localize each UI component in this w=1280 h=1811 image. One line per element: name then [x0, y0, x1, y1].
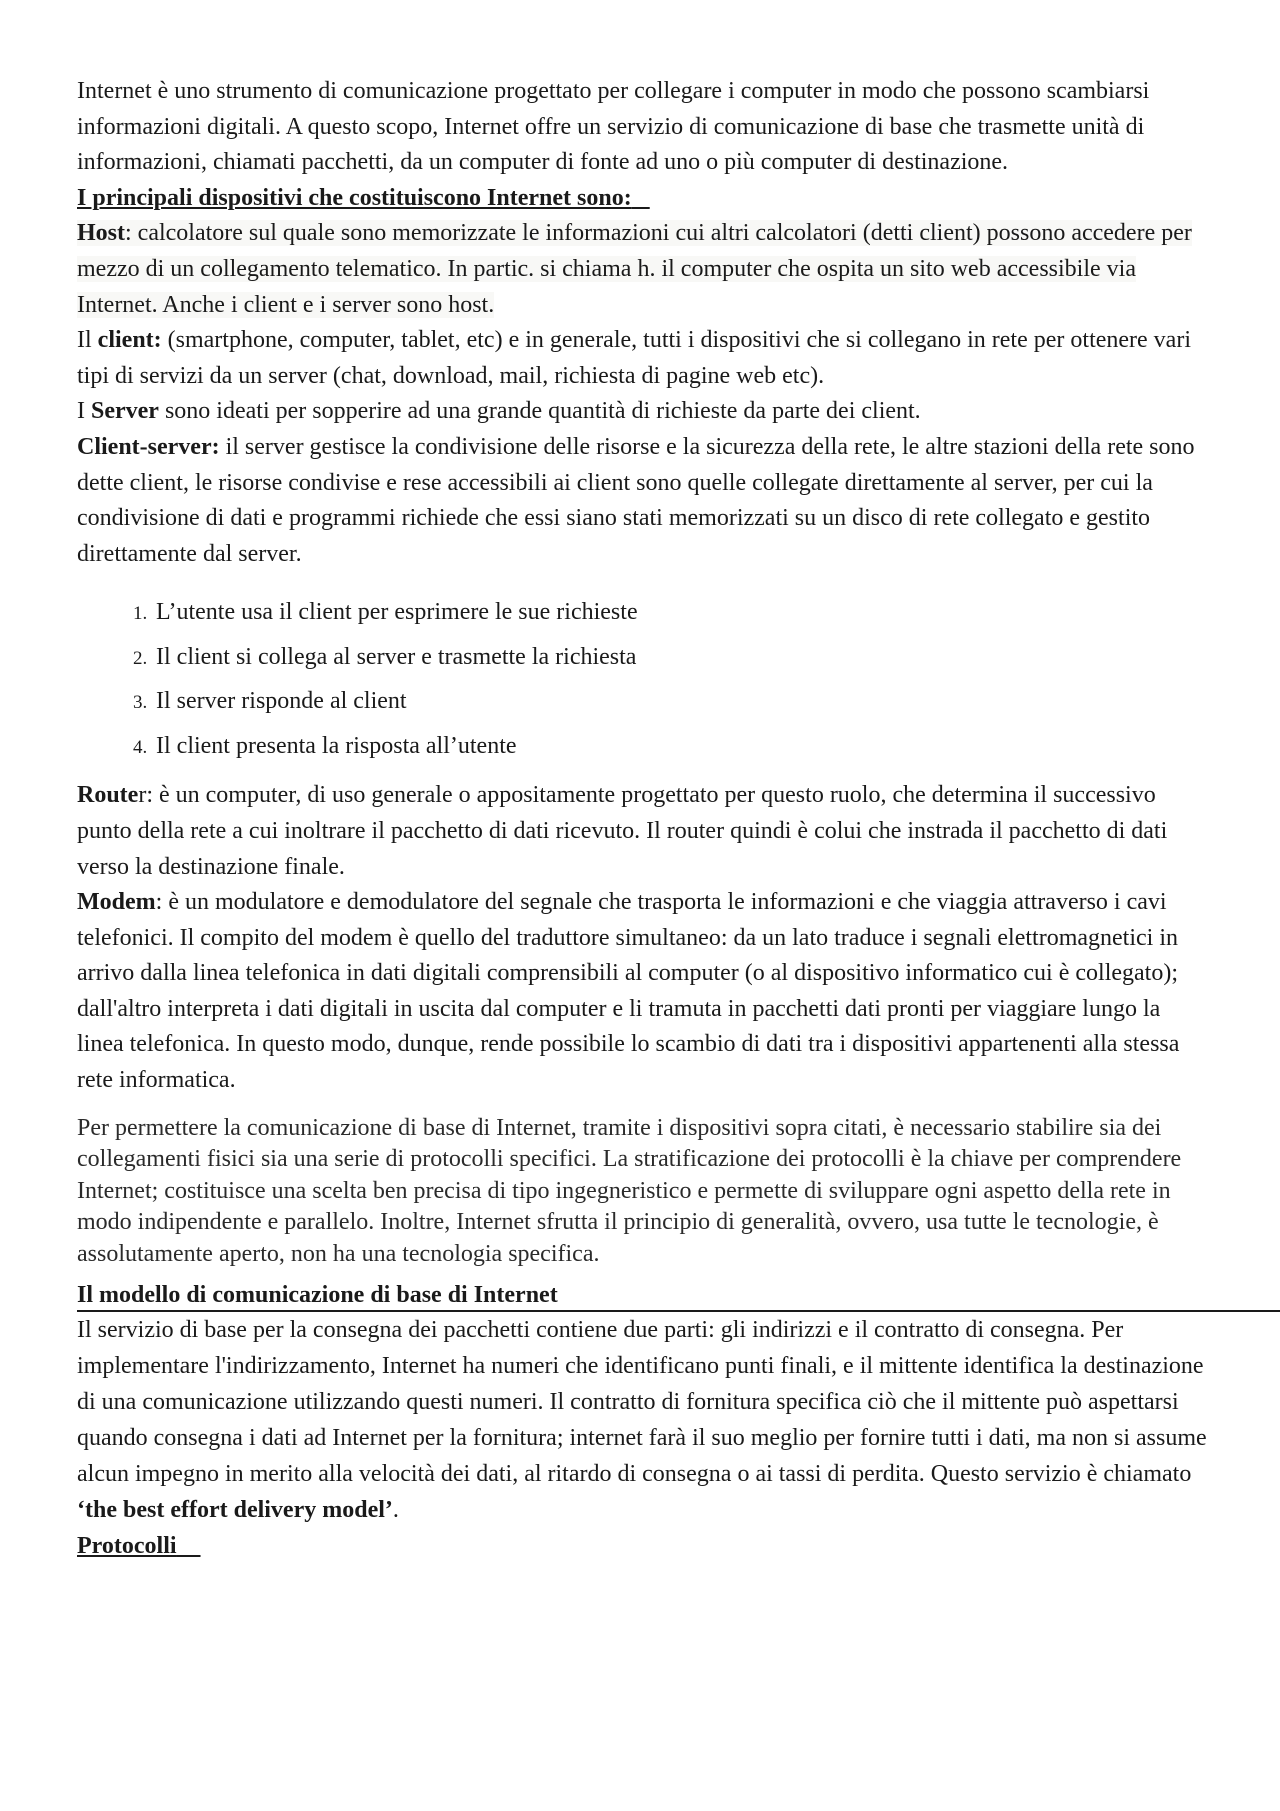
client-text: (smartphone, computer, tablet, etc) e in generale, tutti i dispositivi che si collegano in rete per ottenere vari tipi di servizi da un server (chat, download, mail, richiesta di pagine web etc).: [77, 327, 1191, 389]
host-paragraph: [77, 216, 1207, 323]
client-server-term: Client-server:: [77, 433, 220, 460]
model-paragraph: [77, 1312, 1207, 1528]
router-paragraph: [77, 778, 1207, 885]
intro-paragraph: Internet è uno strumento di comunicazione progettato per collegare i computer in modo che possono scambiarsi informazioni digitali. A questo scopo, Internet offre un servizio di comunicazione di base che trasmette unità di informazioni, chiamati pacchetti, da un computer di fonte ad uno o più computer di destinazione.: [77, 78, 1150, 176]
model-quote: ‘the best effort delivery model’: [77, 1496, 393, 1523]
list-item: 1. L’utente usa il client per esprimere le sue richieste: [152, 590, 1207, 635]
server-term: Server: [91, 398, 159, 425]
modem-text: : è un modulatore e demodulatore del segnale che trasporta le informazioni e che viaggia attraverso i cavi telefonici. Il compito del modem è quello del traduttore simultaneo: da un lato traduce i segnali elettromagnetici in arrivo dalla linea telefonica in dati digitali comprensibili al computer (o al dispositivo informatico cui è collegato); dall'altro interpreta i dati digitali in uscita dal computer e li tramuta in pacchetti dati pronti per viaggiare lungo la linea telefonica. In questo modo, dunque, rende possibile lo scambio di dati tra i dispositivi appartenenti alla stessa rete informatica.: [77, 889, 1180, 1094]
server-paragraph: [77, 394, 1207, 430]
server-prefix: I: [77, 398, 91, 425]
protocols-heading: [77, 1528, 1207, 1564]
client-server-text: il server gestisce la condivisione delle risorse e la sicurezza della rete, le altre stazioni della rete sono dette client, le risorse condivise e rese accessibili ai client sono quelle collegate direttamente al server, per cui la condivisione di dati e programmi richiede che essi siano stati memorizzati su un disco di rete collegato e gestito direttamente dal server.: [77, 433, 1195, 567]
host-highlight: [77, 220, 1192, 317]
router-term: Route: [77, 782, 139, 809]
document-body: [77, 74, 1207, 1564]
devices-heading: [77, 181, 1207, 217]
list-item: 3. Il server risponde al client: [152, 679, 1207, 724]
client-prefix: Il: [77, 327, 98, 354]
list-item: 2. Il client si collega al server e trasmette la richiesta: [152, 635, 1207, 680]
model-end: .: [392, 1496, 399, 1523]
client-server-paragraph: [77, 430, 1207, 572]
protocols-paragraph: Per permettere la comunicazione di base di Internet, tramite i dispositivi sopra citati, è necessario stabilire sia dei collegamenti fisici sia una serie di protocolli specifici. La stratificazione dei protocolli è la chiave per comprendere Internet; costituisce una scelta ben precisa di tipo ingegneristico e permette di sviluppare ogni aspetto della rete in modo indipendente e parallelo. Inoltre, Internet sfrutta il principio di generalità, ovvero, usa tutte le tecnologie, è assolutamente aperto, non ha una tecnologia specifica.: [77, 1114, 1182, 1268]
client-term: client:: [97, 327, 162, 354]
modem-paragraph: [77, 885, 1207, 1099]
steps-list: [77, 590, 1207, 768]
host-term: Host: [77, 220, 125, 247]
client-paragraph: [77, 323, 1207, 394]
protocols-heading-text: Protocolli: [77, 1532, 177, 1559]
router-text: r: è un computer, di uso generale o appositamente progettato per questo ruolo, che determina il successivo punto della rete a cui inoltrare il pacchetto di dati ricevuto. Il router quindi è colui che instrada il pacchetto di dati verso la destinazione finale.: [77, 782, 1168, 880]
devices-heading-text: I principali dispositivi che costituiscono Internet sono:: [77, 184, 632, 211]
server-text: sono ideati per sopperire ad una grande quantità di richieste da parte dei client.: [158, 398, 921, 425]
host-text: : calcolatore sul quale sono memorizzate le informazioni cui altri calcolatori (detti client) possono accedere per mezzo di un collegamento telematico. In partic. si chiama h. il computer che ospita un sito web accessibile via Internet. Anche i client e i server sono host.: [77, 220, 1192, 318]
model-heading: Il modello di comunicazione di base di Internet: [77, 1280, 1280, 1312]
model-text: Il servizio di base per la consegna dei pacchetti contiene due parti: gli indirizzi e il contratto di consegna. Per implementare l'indirizzamento, Internet ha numeri che identificano punti finali, e il mittente identifica la destinazione di una comunicazione utilizzando questi numeri. Il contratto di fornitura specifica ciò che il mittente può aspettarsi quando consegna i dati ad Internet per la fornitura; internet farà il suo meglio per fornire tutti i dati, ma non si assume alcun impegno in merito alla velocità dei dati, al ritardo di consegna o ai tassi di perdita. Questo servizio è chiamato: [77, 1316, 1207, 1487]
list-item: 4. Il client presenta la risposta all’utente: [152, 724, 1207, 769]
modem-term: Modem: [77, 889, 156, 916]
